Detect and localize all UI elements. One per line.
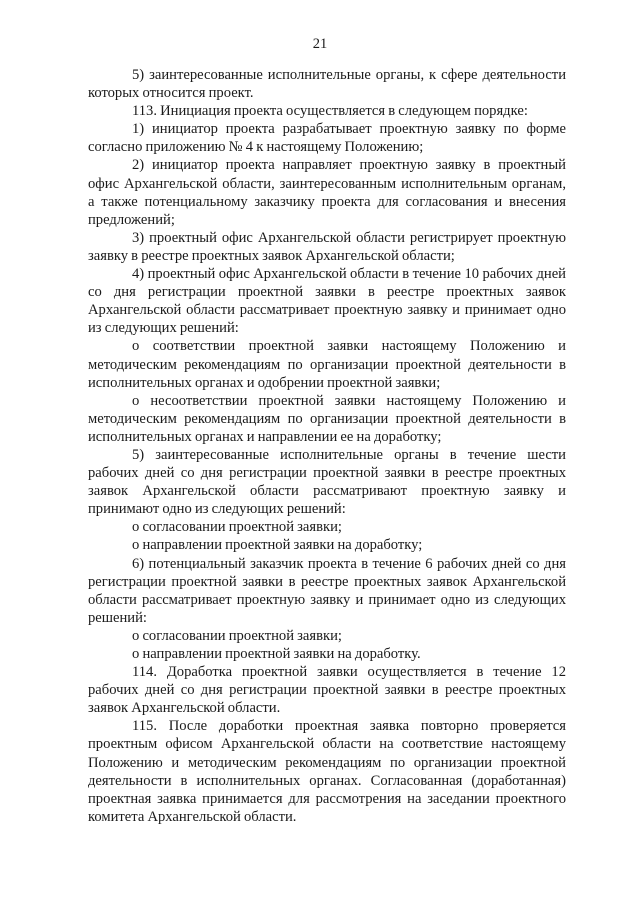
paragraph-113-heading: 113. Инициация проекта осуществляется в следующем порядке:: [132, 103, 528, 120]
paragraph-113-item-2: 2) инициатор проекта направляет проектную заявку в проектный офис Архангельской области, заинтересованным исполнительным органам, а также потенциальному заказчику проекта для согласования и внесения предложений;: [88, 157, 566, 228]
paragraph-113-item-3: 3) проектный офис Архангельской области регистрирует проектную заявку в реестре проектных заявок Архангельской области;: [88, 229, 566, 264]
paragraph-5-interested-bodies: 5) заинтересованные исполнительные органы, к сфере деятельности которых относится проект.: [88, 67, 566, 102]
paragraph-113-item-6: 6) потенциальный заказчик проекта в течение 6 рабочих дней со дня регистрации проектной заявки в реестре проектных заявок Архангельской области рассматривает проектную заявку и принимает одно из следующих решений:: [88, 555, 566, 626]
paragraph-113-item-4: 4) проектный офис Архангельской области в течение 10 рабочих дней со дня регистрации проектной заявки в реестре проектных заявок Архангельской области рассматривает проектную заявку и принимает одно из следующих решений:: [88, 266, 566, 337]
paragraph-decision-compliance: о соответствии проектной заявки настоящему Положению и методическим рекомендациям по организации проектной деятельности в исполнительных органах и одобрении проектной заявки;: [88, 338, 566, 391]
paragraph-decision-approval-1: о согласовании проектной заявки;: [132, 519, 342, 536]
paragraph-113-item-5: 5) заинтересованные исполнительные органы в течение шести рабочих дней со дня регистрации проектной заявки в реестре проектных заявок Архангельской области рассматривают проектную заявку и принимают одно из следующих решений:: [88, 446, 566, 518]
paragraph-decision-revision-2: о направлении проектной заявки на доработку.: [132, 646, 421, 662]
page-number: 21: [312, 36, 328, 52]
paragraph-115: 115. После доработки проектная заявка повторно проверяется проектным офисом Архангельской области на соответствие настоящему Положению и методическим рекомендациям по организации проектной деятельности в исполнительных органах. Согласованная (доработанная) проектная заявка принимается для рассмотрения на заседании проектного комитета Архангельской области.: [88, 718, 566, 825]
paragraph-decision-revision-1: о направлении проектной заявки на доработку;: [132, 537, 423, 554]
document-body: [88, 66, 566, 826]
paragraph-114: 114. Доработка проектной заявки осуществляется в течение 12 рабочих дней со дня регистрации проектной заявки в реестре проектных заявок Архангельской области.: [88, 664, 566, 717]
paragraph-decision-noncompliance: о несоответствии проектной заявки настоящему Положению и методическим рекомендациям по организации проектной деятельности в исполнительных органах и направлении ее на доработку;: [88, 392, 566, 445]
paragraph-113-item-1: 1) инициатор проекта разрабатывает проектную заявку по форме согласно приложению № 4 к настоящему Положению;: [88, 121, 566, 156]
paragraph-decision-approval-2: о согласовании проектной заявки;: [132, 627, 342, 644]
